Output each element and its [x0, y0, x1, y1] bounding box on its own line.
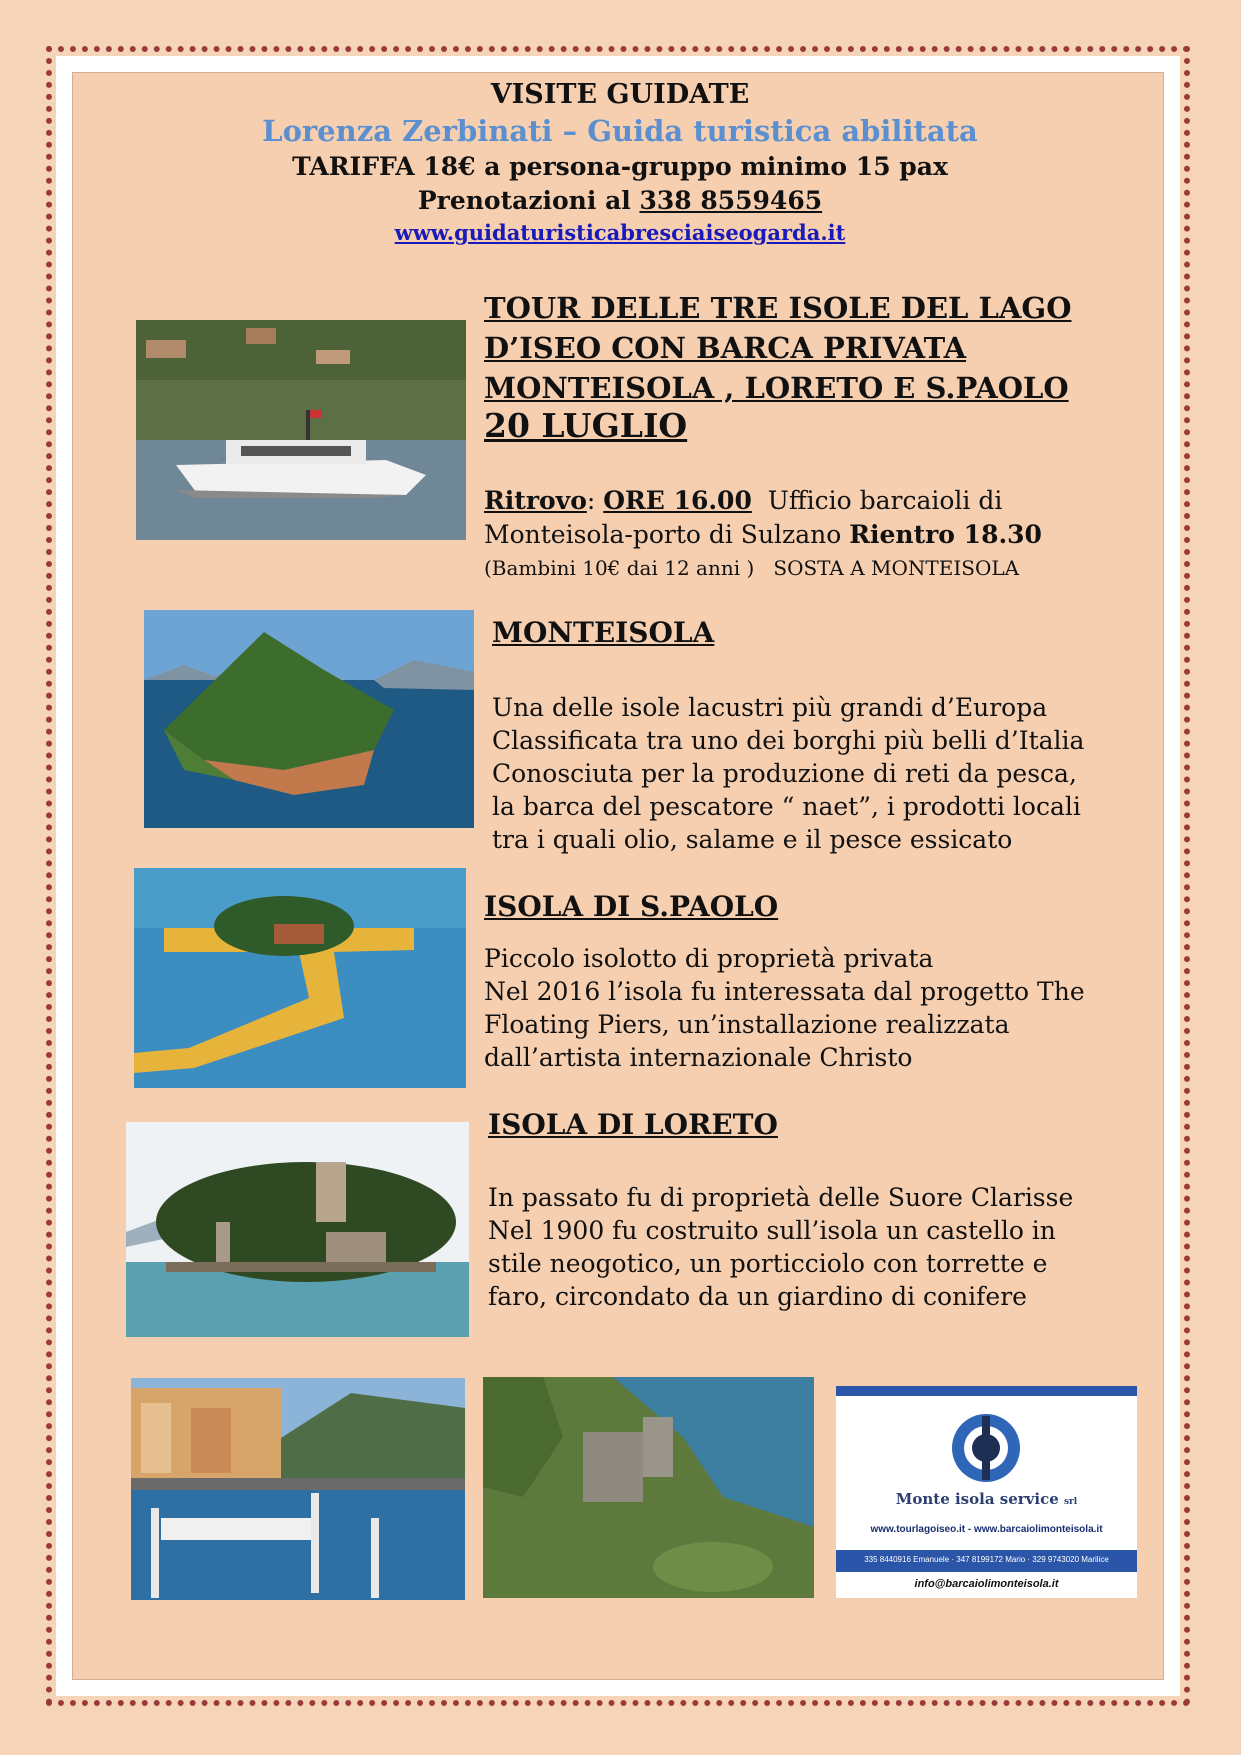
harbor-photo: [131, 1378, 465, 1600]
tour-title-line: MONTEISOLA , LORETO E S.PAOLO: [484, 371, 1069, 405]
loreto-title: ISOLA DI LORETO: [488, 1108, 778, 1141]
tour-title-line: D’ISEO CON BARCA PRIVATA: [484, 331, 967, 365]
loreto-photo: [126, 1122, 469, 1337]
logo-email[interactable]: info@barcaiolimonteisola.it: [914, 1578, 1059, 1590]
description-line: faro, circondato da un giardino di conifere: [488, 1282, 1027, 1311]
description-line: Floating Piers, un’installazione realizzata: [484, 1010, 1010, 1039]
tour-title-line: TOUR DELLE TRE ISOLE DEL LAGO: [484, 291, 1072, 325]
meeting-place-2: Monteisola-porto di Sulzano: [484, 520, 842, 549]
booking-label: Prenotazioni al: [417, 186, 631, 215]
san-paolo-photo: [134, 868, 466, 1088]
castle-photo: [483, 1377, 814, 1598]
tour-date: 20 LUGLIO: [484, 406, 688, 445]
loreto-description: [488, 1181, 1073, 1313]
phone-link[interactable]: 338 8559465: [639, 186, 823, 215]
monteisola-photo: [144, 610, 474, 828]
page-title: VISITE GUIDATE: [490, 79, 750, 110]
description-line: In passato fu di proprietà delle Suore Clarisse: [488, 1183, 1074, 1212]
website-link[interactable]: www.guidaturisticabresciaiseogarda.it: [394, 220, 846, 245]
meeting-info: Ritrovo: ORE 16.00 Ufficio barcaioli di Monteisola-porto di Sulzano Rientro 18.30: [484, 486, 1042, 549]
stop-note: SOSTA A MONTEISOLA: [773, 556, 1020, 580]
company-logo: [836, 1386, 1137, 1598]
kids-price: (Bambini 10€ dai 12 anni ): [484, 556, 755, 580]
description-line: Nel 1900 fu costruito sull’isola un castello in: [488, 1216, 1056, 1245]
logo-suffix: srl: [1063, 1497, 1078, 1507]
description-line: Piccolo isolotto di proprietà privata: [484, 944, 934, 973]
header: [80, 78, 1160, 248]
meeting-place: Ufficio barcaioli di: [767, 486, 1003, 515]
booking-line: [80, 184, 1160, 218]
monteisola-description: [492, 691, 1084, 856]
meeting-label: Ritrovo: [484, 486, 587, 515]
description-line: Conosciuta per la produzione di reti da pesca,: [492, 759, 1077, 788]
description-line: Nel 2016 l’isola fu interessata dal progetto The: [484, 977, 1085, 1006]
san-paolo-description: [484, 942, 1085, 1074]
san-paolo-title: ISOLA DI S.PAOLO: [484, 890, 779, 923]
logo-name: Monte isola service: [895, 1490, 1059, 1508]
kids-note: [484, 554, 1164, 582]
meeting-time: ORE 16.00: [603, 486, 752, 515]
boat-photo: [136, 320, 466, 540]
description-line: Una delle isole lacustri più grandi d’Europa: [492, 693, 1048, 722]
description-line: dall’artista internazionale Christo: [484, 1043, 913, 1072]
guide-name: Lorenza Zerbinati – Guida turistica abilitata: [262, 114, 978, 148]
logo-phones: 335 8440916 Emanuele · 347 8199172 Mario · 329 9743020 Marilice: [864, 1555, 1109, 1564]
return-time: Rientro 18.30: [849, 520, 1042, 549]
description-line: la barca del pescatore “ naet”, i prodotti locali: [492, 792, 1081, 821]
logo-websites[interactable]: www.tourlagoiseo.it - www.barcaiolimonteisola.it: [870, 1524, 1103, 1535]
description-line: stile neogotico, un porticciolo con torrette e: [488, 1249, 1048, 1278]
tariff: TARIFFA 18€ a persona-gruppo minimo 15 pax: [292, 152, 948, 181]
description-line: Classificata tra uno dei borghi più belli d’Italia: [492, 726, 1085, 755]
tour-title: [484, 288, 1124, 408]
monteisola-title: MONTEISOLA: [492, 616, 715, 649]
description-line: tra i quali olio, salame e il pesce essicato: [492, 825, 1013, 854]
